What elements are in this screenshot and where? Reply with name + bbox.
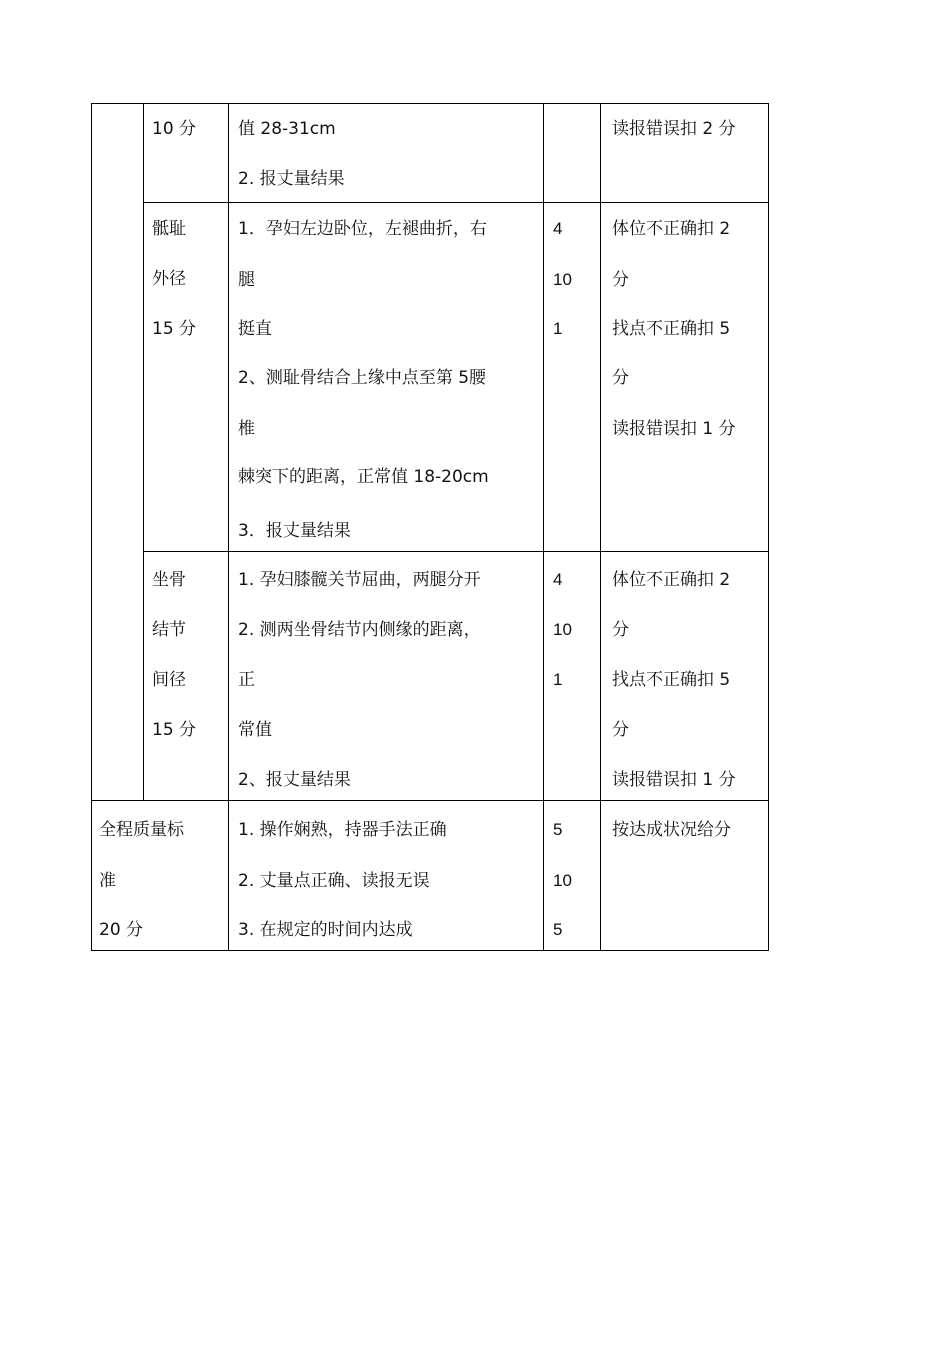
border-row3-bottom — [91, 800, 769, 801]
row2-point: 10 — [553, 270, 572, 289]
row3-item-line: 15 分 — [152, 720, 197, 740]
row2-item-line: 外径 — [152, 269, 186, 289]
row3-item-line: 间径 — [152, 670, 186, 690]
row4-item-line: 20 分 — [99, 920, 144, 940]
row2-deduction-line: 分 — [612, 368, 629, 388]
border-right — [768, 103, 769, 951]
row4-point: 5 — [553, 820, 563, 839]
row1-step-line: 值 28-31cm — [238, 119, 336, 139]
row2-step-line: 棘突下的距离，正常值 18-20cm — [238, 467, 489, 487]
border-col1-right — [143, 103, 144, 801]
row2-item-line: 骶耻 — [152, 219, 186, 239]
row2-step-line: 椎 — [238, 419, 255, 439]
row3-point: 10 — [553, 620, 572, 639]
border-bottom — [91, 950, 769, 951]
row1-item-line: 10 分 — [152, 119, 197, 139]
row4-deduction-line: 按达成状况给分 — [612, 820, 731, 840]
row2-point: 4 — [553, 219, 563, 238]
row3-step-line: 2、报丈量结果 — [238, 770, 351, 790]
row1-step-line: 2. 报丈量结果 — [238, 169, 345, 189]
row3-step-line: 1. 孕妇膝髋关节屈曲，两腿分开 — [238, 570, 481, 590]
border-row2-bottom — [143, 551, 769, 552]
row2-deduction-line: 体位不正确扣 2 — [612, 219, 731, 239]
row2-point: 1 — [553, 319, 563, 338]
row1-deduction-line: 读报错误扣 2 分 — [612, 119, 736, 139]
row4-point: 5 — [553, 920, 563, 939]
row2-deduction-line: 分 — [612, 270, 629, 290]
row3-deduction-line: 找点不正确扣 5 — [612, 670, 731, 690]
row2-deduction-line: 找点不正确扣 5 — [612, 319, 731, 339]
row2-deduction-line: 读报错误扣 1 分 — [612, 419, 736, 439]
border-col3-right — [543, 103, 544, 951]
border-col2-right — [228, 103, 229, 951]
row3-deduction-line: 分 — [612, 720, 629, 740]
row2-step-line: 腿 — [238, 270, 255, 290]
border-top — [91, 103, 769, 104]
scoring-table — [91, 103, 769, 951]
border-left — [91, 103, 92, 951]
row3-step-line: 正 — [238, 670, 255, 690]
row3-item-line: 结节 — [152, 620, 186, 640]
row4-step-line: 1. 操作娴熟，持器手法正确 — [238, 820, 447, 840]
row3-deduction-line: 读报错误扣 1 分 — [612, 770, 736, 790]
row4-step-line: 3. 在规定的时间内达成 — [238, 920, 413, 940]
row2-step-line: 3．报丈量结果 — [238, 521, 351, 541]
border-row1-bottom — [143, 202, 769, 203]
row3-deduction-line: 体位不正确扣 2 — [612, 570, 731, 590]
row2-step-line: 挺直 — [238, 319, 272, 339]
row4-step-line: 2. 丈量点正确、读报无误 — [238, 871, 430, 891]
row4-item-line: 准 — [99, 871, 116, 891]
row2-step-line: 1．孕妇左边卧位，左褪曲折，右 — [238, 219, 487, 239]
row2-step-line: 2、测耻骨结合上缘中点至第 5腰 — [238, 368, 487, 388]
row2-item-line: 15 分 — [152, 319, 197, 339]
row3-step-line: 常值 — [238, 720, 272, 740]
row3-point: 4 — [553, 570, 563, 589]
row3-deduction-line: 分 — [612, 620, 629, 640]
row3-point: 1 — [553, 670, 563, 689]
row3-item-line: 坐骨 — [152, 570, 186, 590]
border-col4-right — [600, 103, 601, 951]
row4-point: 10 — [553, 871, 572, 890]
row3-step-line: 2. 测两坐骨结节内侧缘的距离， — [238, 620, 481, 640]
row4-item-line: 全程质量标 — [99, 820, 184, 840]
